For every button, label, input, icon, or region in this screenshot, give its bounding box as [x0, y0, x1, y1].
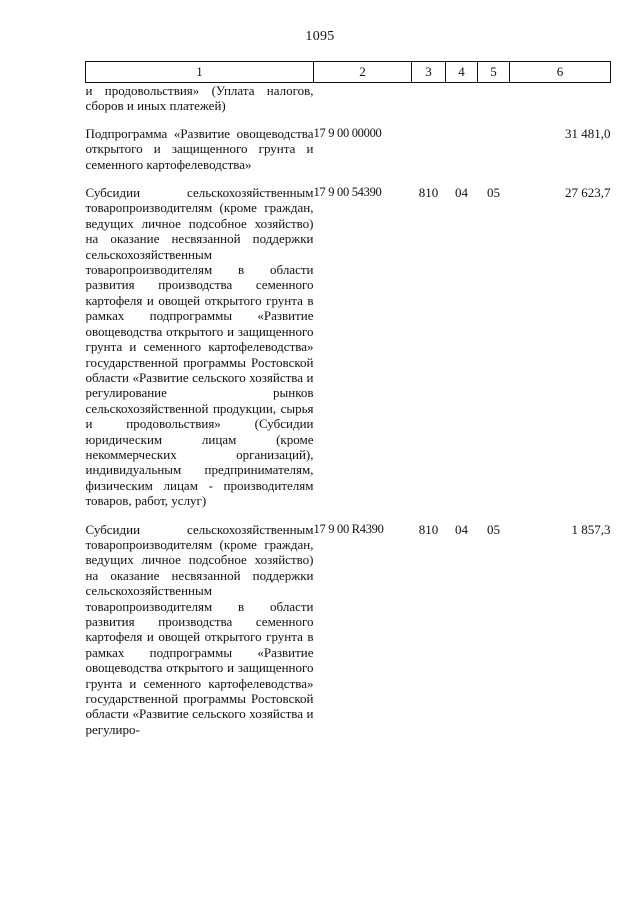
row-subsection: 05: [487, 185, 500, 201]
row-expense-type: [412, 83, 446, 126]
table-row: [86, 185, 611, 522]
row-amount: 27 623,7: [565, 185, 611, 201]
row-target-code: 17 9 00 54390: [313, 185, 382, 200]
row-target-code: 17 9 00 00000: [313, 125, 382, 140]
row-section: [446, 126, 478, 185]
header-col-6: 6: [510, 62, 611, 83]
row-name: и продовольствия» (Уплата налогов, сборов и иных платежей): [85, 83, 314, 114]
header-col-4: 4: [446, 62, 478, 83]
row-amount: 31 481,0: [565, 125, 611, 141]
budget-table: [85, 61, 611, 737]
row-section: 04: [455, 521, 468, 537]
row-subsection: [478, 83, 510, 126]
row-subsection: 05: [487, 521, 500, 537]
row-expense-type: 810: [418, 521, 439, 537]
row-section: 04: [455, 185, 468, 201]
row-expense-type: [412, 126, 446, 185]
header-col-1: 1: [86, 62, 314, 83]
row-target-code: 17 9 00 R4390: [313, 521, 384, 536]
row-amount: [510, 83, 611, 126]
header-col-3: 3: [412, 62, 446, 83]
row-section: [446, 83, 478, 126]
table-row: [86, 126, 611, 185]
row-subsection: [478, 126, 510, 185]
row-expense-type: 810: [418, 185, 439, 201]
header-col-2: 2: [314, 62, 412, 83]
table-row: [86, 522, 611, 738]
row-name: Субсидии сельскохозяйственным товаропроизводителям (кроме граждан, ведущих личное подсобное хозяйство) на оказание несвязанной поддержки сельскохозяйственным товаропроизводителям в области развития производства семенного картофеля и овощей открытого грунта в рамках подпрограммы «Развитие овощеводства открытого и защищенного грунта и семенного картофелеводства» государственной программы Ростовской области «Развитие сельского хозяйства и регулирование рынков сельскохозяйственной продукции, сырья и продовольствия» (Субсидии юридическим лицам (кроме некоммерческих организаций), индивидуальным предпринимателям, физическим лицам - производителям товаров, работ, услуг): [85, 185, 314, 509]
table-row: [86, 83, 611, 126]
table-header-row: [86, 62, 611, 83]
row-amount: 1 857,3: [571, 521, 611, 537]
row-name: Подпрограмма «Развитие овощеводства открытого и защищенного грунта и семенного картофелеводства»: [85, 125, 314, 172]
row-target-code: [314, 83, 412, 126]
row-name: Субсидии сельскохозяйственным товаропроизводителям (кроме граждан, ведущих личное подсобное хозяйство) на оказание несвязанной поддержки сельскохозяйственным товаропроизводителям в области развития производства семенного картофеля и овощей открытого грунта в рамках подпрограммы «Развитие овощеводства открытого и защищенного грунта и семенного картофелеводства» государственной программы Ростовской области «Развитие сельского хозяйства и регулиро-: [85, 521, 314, 737]
header-col-5: 5: [478, 62, 510, 83]
page-number: 1095: [305, 29, 335, 44]
